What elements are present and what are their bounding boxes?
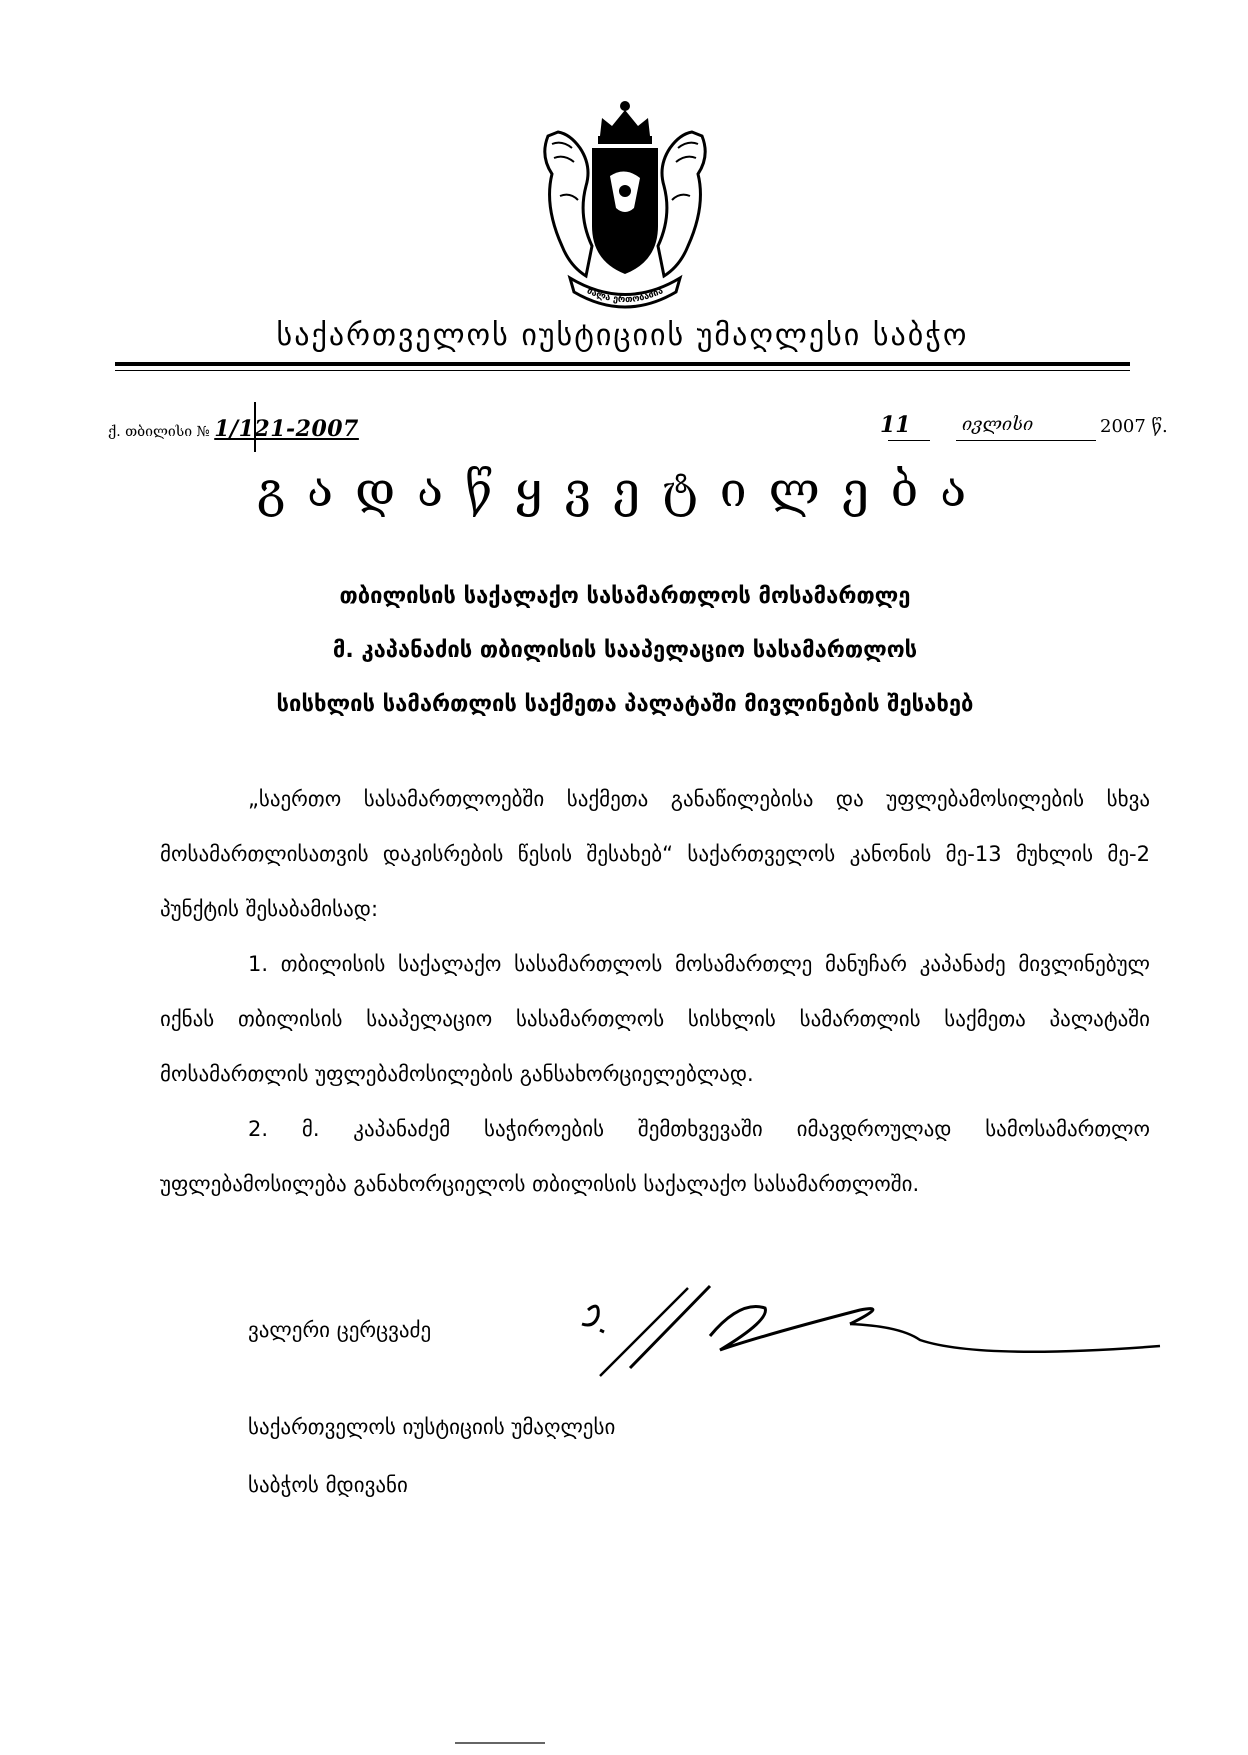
document-number: 1/121-2007 xyxy=(214,416,359,442)
document-date xyxy=(880,412,1180,442)
place-prefix: ქ. თბილისი xyxy=(108,424,193,440)
decision-body xyxy=(160,772,1150,1212)
signer-name: ვალერი ცერცვაძე xyxy=(248,1318,432,1342)
subject-line-3: სისხლის სამართლის საქმეთა პალატაში მივლინების შესახებ xyxy=(276,692,974,717)
decision-item-2: 2. მ. კაპანაძემ საჭიროების შემთხვევაში იმავდროულად სამოსამართლო უფლებამოსილება განახორციელოს თბილისის საქალაქო სასამართლოში. xyxy=(160,1117,1150,1196)
preamble-paragraph: „საერთო სასამართლოებში საქმეთა განაწილებისა და უფლებამოსილების სხვა მოსამართლისათვის დაკისრების წესის შესახებ“ საქართველოს კანონის მე-13 მუხლის მე-2 პუნქტის შესაბამისად: xyxy=(160,787,1150,921)
subject-heading xyxy=(160,570,1090,732)
date-month: ივლისი xyxy=(962,414,1034,435)
subject-line-2: მ. კაპანაძის თბილისის სააპელაციო სასამართლოს xyxy=(332,638,918,663)
coat-of-arms-icon xyxy=(530,96,720,316)
header-rule-thin xyxy=(115,370,1130,371)
bottom-scan-mark xyxy=(455,1742,545,1744)
handwritten-signature xyxy=(560,1280,1170,1390)
subject-line-1: თბილისის საქალაქო სასამართლოს მოსამართლე xyxy=(339,584,911,609)
signer-position-line-1: საქართველოს იუსტიციის უმაღლესი xyxy=(248,1415,616,1439)
date-day-underline xyxy=(888,440,930,441)
signer-position-line-2: საბჭოს მდივანი xyxy=(248,1473,408,1497)
document-type-heading: გადაწყვეტილება xyxy=(256,462,989,518)
document-number-line xyxy=(108,416,359,442)
number-sign: № xyxy=(196,424,210,440)
date-month-underline xyxy=(956,440,1096,441)
institution-title: საქართველოს იუსტიციის უმაღლესი საბჭო xyxy=(276,318,969,353)
date-day: 11 xyxy=(880,412,911,438)
decision-item-1: 1. თბილისის საქალაქო სასამართლოს მოსამართლე მანუჩარ კაპანაძე მივლინებულ იქნას თბილისის სააპელაციო სასამართლოს სისხლის სამართლის საქმეთა პალატაში მოსამართლის უფლებამოსილების განსახორციელებლად. xyxy=(160,952,1150,1086)
signer-position xyxy=(248,1398,615,1514)
date-year: 2007 წ. xyxy=(1100,416,1168,437)
header-rule-thick xyxy=(115,362,1130,366)
emblem-motto: ძალა ერთობაშია xyxy=(585,286,665,306)
